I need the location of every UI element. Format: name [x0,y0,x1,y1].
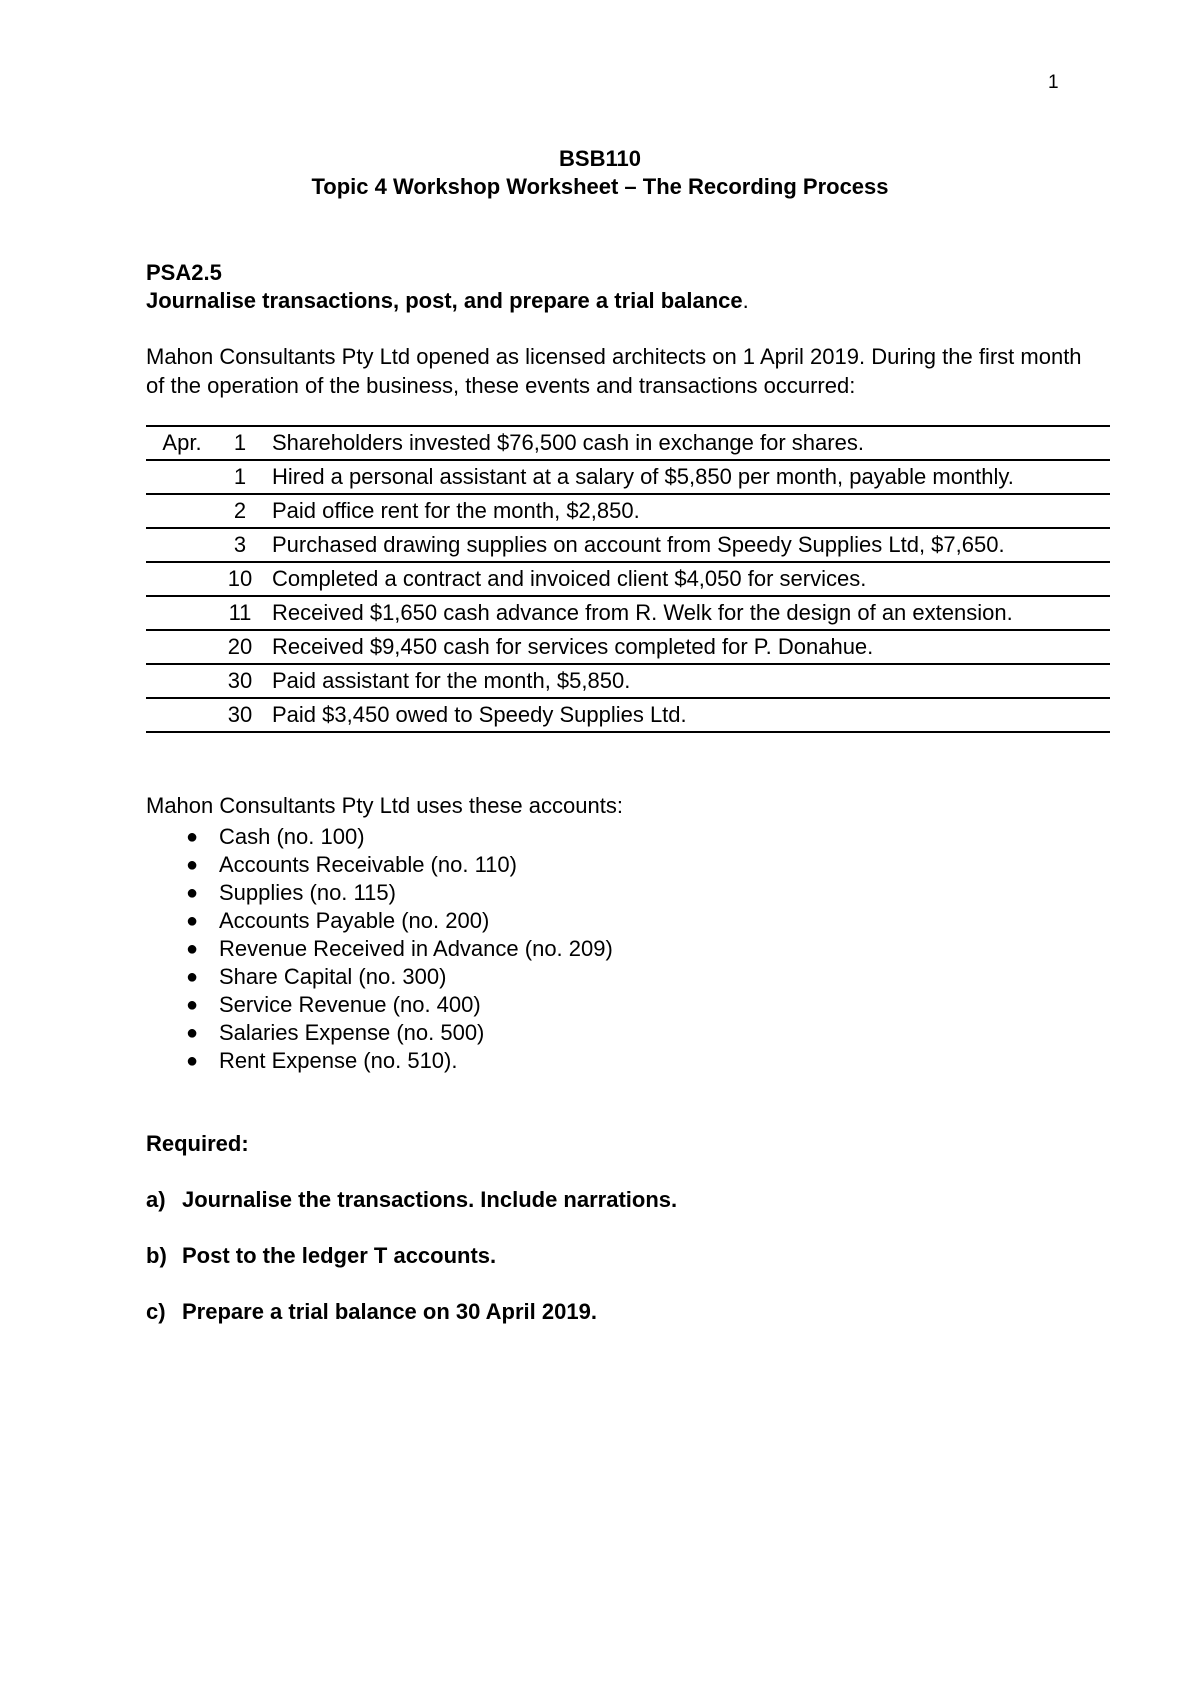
table-row [146,494,1110,528]
list-item [146,879,613,907]
problem-intro: Mahon Consultants Pty Ltd opened as licensed architects on 1 April 2019. During the first month of the operation of the business, these events and transactions occurred: [146,344,1082,398]
list-item [146,907,613,935]
txn-description: Completed a contract and invoiced client $4,050 for services. [262,562,1110,596]
txn-month [146,528,218,562]
list-item [146,851,613,879]
txn-description: Shareholders invested $76,500 cash in exchange for shares. [262,426,1110,460]
problem-instruction [146,288,749,314]
list-item [146,935,613,963]
required-item-letter: c) [146,1299,166,1324]
list-item [146,991,613,1019]
list-item [146,823,613,851]
txn-day: 30 [218,698,262,732]
account-label: Revenue Received in Advance (no. 209) [219,936,613,961]
required-item-text: Prepare a trial balance on 30 April 2019. [182,1299,597,1324]
required-heading: Required: [146,1131,249,1156]
txn-day: 11 [218,596,262,630]
bullet-icon: ● [186,826,199,848]
txn-day: 2 [218,494,262,528]
txn-month [146,630,218,664]
txn-month [146,562,218,596]
account-label: Accounts Receivable (no. 110) [219,852,517,877]
txn-description: Paid assistant for the month, $5,850. [262,664,1110,698]
transactions-table [146,425,1110,733]
accounts-intro: Mahon Consultants Pty Ltd uses these accounts: [146,793,623,818]
txn-month [146,494,218,528]
bullet-icon: ● [186,938,199,960]
table-row [146,528,1110,562]
txn-day: 10 [218,562,262,596]
txn-description: Hired a personal assistant at a salary of $5,850 per month, payable monthly. [262,460,1110,494]
table-row [146,698,1110,732]
page-number: 1 [1048,72,1059,93]
account-label: Salaries Expense (no. 500) [219,1020,485,1045]
txn-description: Purchased drawing supplies on account from Speedy Supplies Ltd, $7,650. [262,528,1110,562]
required-item-letter: b) [146,1243,167,1268]
txn-month: Apr. [146,426,218,460]
required-item-text: Journalise the transactions. Include narrations. [182,1187,678,1212]
txn-month [146,664,218,698]
bullet-icon: ● [186,966,199,988]
table-row [146,596,1110,630]
required-item-text: Post to the ledger T accounts. [182,1243,497,1268]
required-item [146,1243,496,1269]
account-label: Accounts Payable (no. 200) [219,908,490,933]
txn-day: 1 [218,460,262,494]
course-code: BSB110 [559,146,641,171]
txn-description: Paid office rent for the month, $2,850. [262,494,1110,528]
account-label: Supplies (no. 115) [219,880,396,905]
bullet-icon: ● [186,910,199,932]
required-item [146,1187,677,1213]
account-label: Rent Expense (no. 510). [219,1048,458,1073]
txn-description: Received $1,650 cash advance from R. Welk for the design of an extension. [262,596,1110,630]
txn-month [146,698,218,732]
accounts-list [146,823,613,1075]
problem-instruction-period: . [742,288,749,313]
problem-code: PSA2.5 [146,260,222,285]
required-item-letter: a) [146,1187,166,1212]
required-item [146,1299,597,1325]
problem-instruction-text: Journalise transactions, post, and prepare a trial balance [146,288,743,313]
txn-description: Paid $3,450 owed to Speedy Supplies Ltd. [262,698,1110,732]
bullet-icon: ● [186,1050,199,1072]
txn-month [146,460,218,494]
account-label: Service Revenue (no. 400) [219,992,481,1017]
table-row [146,630,1110,664]
list-item [146,1047,613,1075]
bullet-icon: ● [186,994,199,1016]
account-label: Cash (no. 100) [219,824,365,849]
table-row [146,426,1110,460]
document-title: Topic 4 Workshop Worksheet – The Recording Process [311,174,889,199]
table-row [146,664,1110,698]
bullet-icon: ● [186,854,199,876]
account-label: Share Capital (no. 300) [219,964,447,989]
txn-day: 3 [218,528,262,562]
txn-day: 30 [218,664,262,698]
txn-day: 1 [218,426,262,460]
table-row [146,562,1110,596]
txn-day: 20 [218,630,262,664]
bullet-icon: ● [186,1022,199,1044]
list-item [146,1019,613,1047]
list-item [146,963,613,991]
table-row [146,460,1110,494]
txn-description: Received $9,450 cash for services completed for P. Donahue. [262,630,1110,664]
bullet-icon: ● [186,882,199,904]
txn-month [146,596,218,630]
